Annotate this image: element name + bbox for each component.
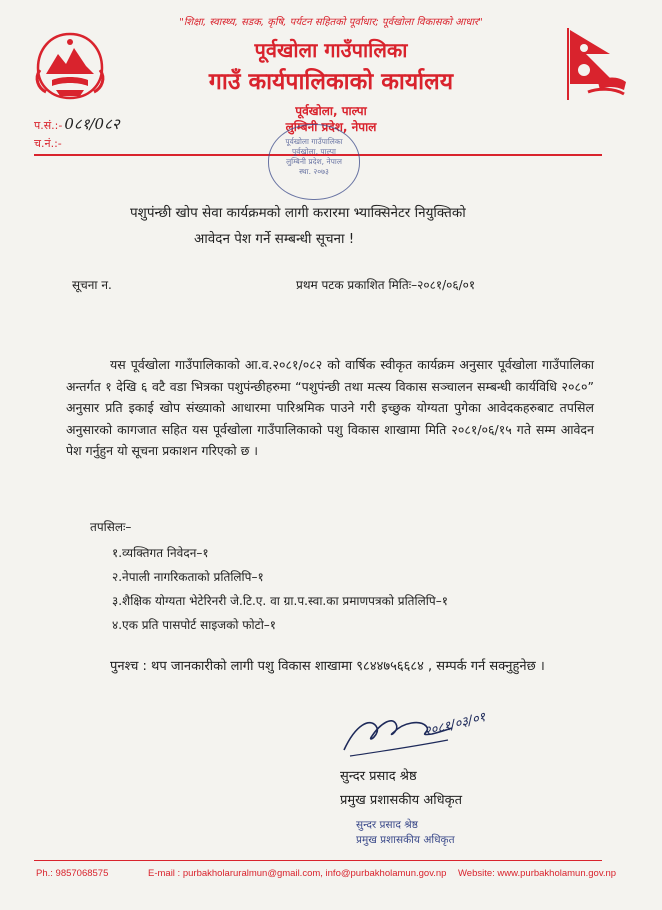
- ps-value: 0८१/0८२: [64, 115, 120, 133]
- notice-subject: [130, 200, 590, 252]
- reference-number: [34, 114, 120, 134]
- attachments-heading: तपसिलः–: [90, 520, 132, 534]
- municipality-name: पूर्वखोला गाउँपालिका: [254, 38, 408, 62]
- attachment-item: ४.एक प्रति पासपोर्ट साइजको फोटो–१: [112, 618, 277, 632]
- subject-line-2: आवेदन पेश गर्ने सम्बन्धी सूचना !: [194, 231, 355, 247]
- nepal-flag-right-icon: [558, 24, 632, 104]
- attachment-item: १.व्यक्तिगत निवेदन–१: [112, 546, 209, 560]
- signatory-name: सुन्दर प्रसाद श्रेष्ठ: [340, 769, 417, 784]
- stamp-name: सुन्दर प्रसाद श्रेष्ठ: [356, 819, 418, 831]
- cn-label: च.नं.:-: [34, 137, 62, 150]
- office-name: गाउँ कार्यपालिकाको कार्यालय: [208, 69, 454, 95]
- signature-date: २०८१/०३/०१: [422, 709, 488, 740]
- subject-line-1: पशुपंन्छी खोप सेवा कार्यक्रमको लागी करारमा भ्याक्सिनेटर नियुक्तिको: [130, 205, 466, 221]
- office-stamp: [268, 124, 360, 200]
- notice-number-label: सूचना न.: [72, 278, 112, 292]
- header-motto: "शिक्षा, स्वास्थ्य, सडक, कृषि, पर्यटन सहितको पूर्वाधार; पूर्वखोला विकासको आधार": [179, 17, 483, 28]
- address-line-1: पूर्वखोला, पाल्पा: [295, 104, 367, 118]
- published-date: प्रथम पटक प्रकाशित मितिः–२०८१/०६/०१: [296, 278, 476, 292]
- stamp-line-4: स्था. २०७३: [299, 167, 329, 176]
- address-line-2: लुम्बिनी प्रदेश, नेपाल: [285, 120, 377, 134]
- nepal-emblem-left-icon: [32, 30, 108, 102]
- attachment-item: २.नेपाली नागरिकताको प्रतिलिपि–१: [112, 570, 264, 584]
- footer-phone: Ph.: 9857068575: [36, 868, 109, 879]
- attachment-item: ३.शैक्षिक योग्यता भेटेरिनरी जे.टि.ए. वा ग्रा.प.स्वा.का प्रमाणपत्रको प्रतिलिपि–१: [112, 594, 448, 608]
- ps-label: प.सं.:-: [34, 119, 63, 132]
- footer-email: E-mail : purbakholaruralmun@gmail.com, info@purbakholamun.gov.np: [148, 868, 447, 879]
- contact-note: पुनश्च : थप जानकारीको लागी पशु विकास शाखामा ९८४४७५६६८४ , सम्पर्क गर्न सक्नुहुनेछ ।: [110, 659, 545, 674]
- name-stamp: [356, 818, 455, 848]
- stamp-line-2: पूर्वखोला, पाल्पा: [292, 147, 336, 156]
- signatory-role: प्रमुख प्रशासकीय अधिकृत: [340, 793, 463, 808]
- footer-website: Website: www.purbakholamun.gov.np: [458, 868, 617, 879]
- footer-divider: [34, 860, 602, 861]
- stamp-role: प्रमुख प्रशासकीय अधिकृत: [356, 834, 455, 846]
- stamp-line-1: पूर्वखोला गाउँपालिका: [285, 137, 343, 146]
- notice-body: यस पूर्वखोला गाउँपालिकाको आ.व.२०८१/०८२ को वार्षिक स्वीकृत कार्यक्रम अनुसार पूर्वखोला गाउँपालिका अन्तर्गत १ देखि ६ वटै वडा भित्रका पशुपंन्छीहरुमा “पशुपंन्छी तथा मत्स्य विकास सञ्चालन सम्बन्धी कार्यविधि २०८०” अनुसार प्रति इकाई खोप संख्याको आधारमा पारिश्रमिक पाउने गरी इच्छुक योग्यता पुगेका आवेदकहरुबाट तपसिल अनुसारको कागजात सहित यस पूर्वखोला गाउँपालिकाको पशु विकास शाखामा मिति २०८१/०६/१५ गते सम्म आवेदन पेश गर्नुहुन यो सूचना प्रकाशन गरिएको छ ।: [66, 357, 594, 458]
- stamp-line-3: लुम्बिनी प्रदेश, नेपाल: [286, 157, 342, 166]
